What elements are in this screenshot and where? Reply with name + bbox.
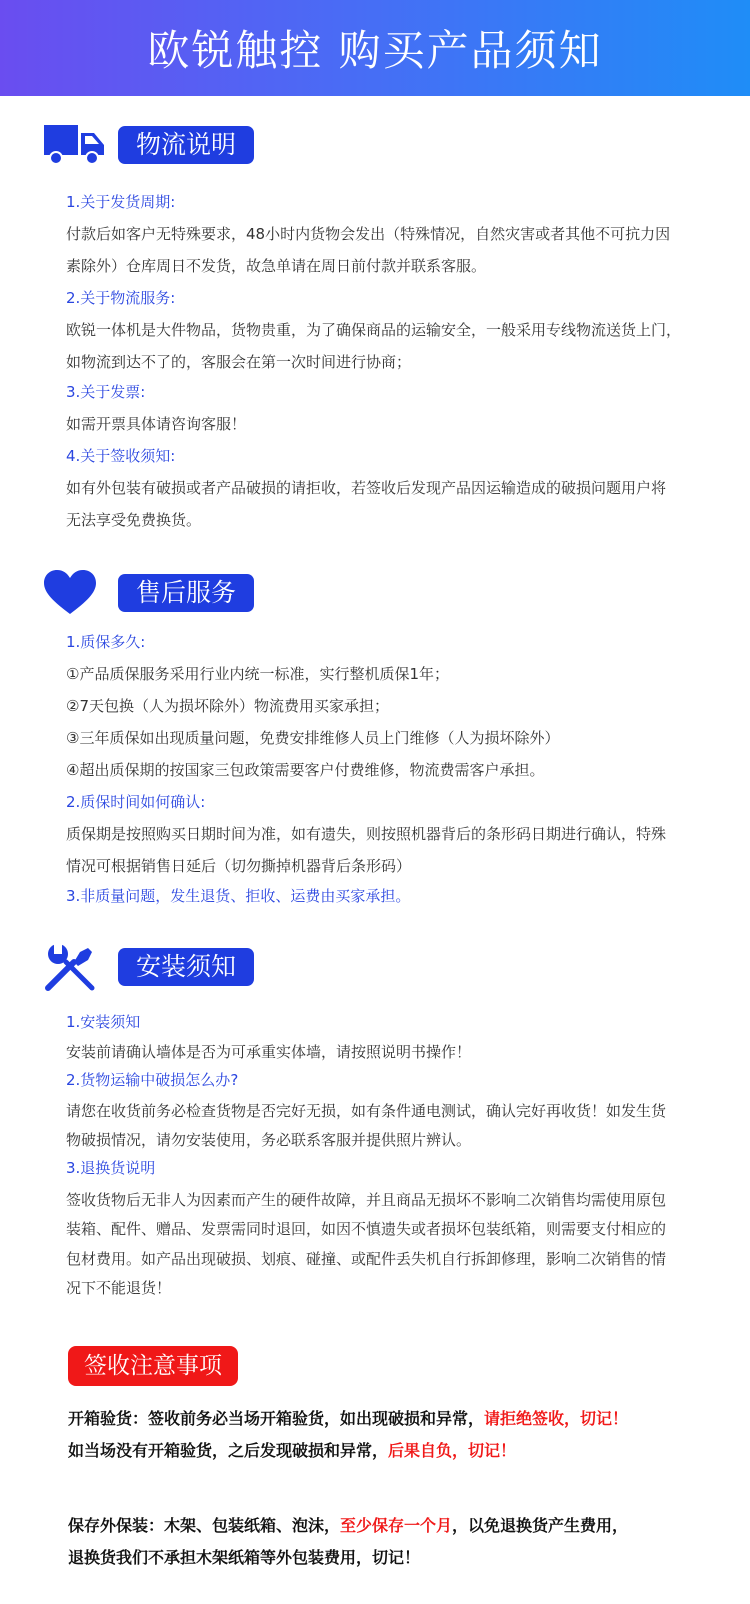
install-a3-line1: 签收货物后无非人为因素而产生的硬件故障，并且商品无损坏不影响二次销售均需使用原包: [66, 1191, 667, 1209]
install-heading: 安装须知: [118, 948, 254, 986]
aftersales-a1-line1: ①产品质保服务采用行业内统一标准，实行整机质保1年；: [66, 665, 449, 683]
notice-line1-warning: 请拒绝签收，切记！: [484, 1409, 629, 1428]
logistics-a2-line1: 欧锐一体机是大件物品，货物贵重，为了确保商品的运输安全，一般采用专线物流送货上门，: [66, 321, 682, 339]
logistics-header: [44, 120, 254, 170]
notice-line1: [68, 1406, 628, 1429]
notice-line2-warning: 后果自负，切记！: [388, 1441, 517, 1460]
logistics-a1-line1: 付款后如客户无特殊要求，48小时内货物会发出（特殊情况，自然灾害或者其他不可抗力因: [66, 225, 671, 243]
aftersales-q1: 1.质保多久:: [66, 633, 146, 651]
logistics-a1-line2: 素除外）仓库周日不发货，故急单请在周日前付款并联系客服。: [66, 257, 487, 275]
install-q1: 1.安装须知: [66, 1013, 141, 1031]
aftersales-q3: 3.非质量问题，发生退货、拒收、运费由买家承担。: [66, 887, 411, 905]
logistics-a2-line2: 如物流到达不了的，客服会在第一次时间进行协商；: [66, 353, 412, 371]
notice-heading: 签收注意事项: [68, 1346, 238, 1386]
aftersales-heading: 售后服务: [118, 574, 254, 612]
aftersales-q2: 2.质保时间如何确认:: [66, 793, 206, 811]
aftersales-a1-line2: ②7天包换（人为损坏除外）物流费用买家承担；: [66, 697, 389, 715]
notice-line3: [68, 1513, 628, 1536]
aftersales-header: [44, 568, 254, 618]
logistics-q1: 1.关于发货周期:: [66, 193, 176, 211]
install-a2-line2: 物破损情况，请勿安装使用，务必联系客服并提供照片辨认。: [66, 1131, 472, 1149]
logistics-q3: 3.关于发票:: [66, 383, 146, 401]
install-a2-line1: 请您在收货前务必检查货物是否完好无损，如有条件通电测试，确认完好再收货！如发生货: [66, 1102, 667, 1120]
aftersales-a2-line2: 情况可根据销售日延后（切勿撕掉机器背后条形码）: [66, 857, 412, 875]
notice-line3-text: 保存外保装：木架、包装纸箱、泡沫，: [68, 1516, 341, 1535]
logistics-a3-line1: 如需开票具体请咨询客服！: [66, 415, 247, 433]
notice-line3-warning: 至少保存一个月: [340, 1516, 453, 1535]
logistics-q2: 2.关于物流服务:: [66, 289, 176, 307]
install-a3-line3: 包材费用。如产品出现破损、划痕、碰撞、或配件丢失机自行拆卸修理，影响二次销售的情: [66, 1250, 667, 1268]
wrench-screwdriver-icon: [44, 942, 106, 992]
notice-line4: 退换货我们不承担木架纸箱等外包装费用，切记！: [68, 1548, 421, 1567]
logistics-heading: 物流说明: [118, 126, 254, 164]
logistics-a4-line2: 无法享受免费换货。: [66, 511, 202, 529]
notice-line3-tail: ，以免退换货产生费用，: [452, 1516, 629, 1535]
page-title: 欧锐触控 购买产品须知: [147, 26, 603, 75]
notice-line2: [68, 1438, 516, 1461]
notice-line1-text: 开箱验货：签收前务必当场开箱验货，如出现破损和异常，: [68, 1409, 485, 1428]
aftersales-a2-line1: 质保期是按照购买日期时间为准，如有遗失，则按照机器背后的条形码日期进行确认，特殊: [66, 825, 667, 843]
install-a3-line2: 装箱、配件、赠品、发票需同时退回，如因不慎遗失或者损坏包装纸箱，则需要支付相应的: [66, 1220, 667, 1238]
aftersales-a1-line3: ③三年质保如出现质量问题，免费安排维修人员上门维修（人为损坏除外）: [66, 729, 560, 747]
install-header: [44, 942, 254, 992]
install-a1-line1: 安装前请确认墙体是否为可承重实体墙，请按照说明书操作！: [66, 1043, 472, 1061]
header-banner: [0, 0, 750, 96]
logistics-q4: 4.关于签收须知:: [66, 447, 176, 465]
install-a3-line4: 况下不能退货！: [66, 1279, 172, 1297]
logistics-a4-line1: 如有外包装有破损或者产品破损的请拒收，若签收后发现产品因运输造成的破损问题用户将: [66, 479, 667, 497]
install-q3: 3.退换货说明: [66, 1159, 156, 1177]
aftersales-a1-line4: ④超出质保期的按国家三包政策需要客户付费维修，物流费需客户承担。: [66, 761, 545, 779]
heart-icon: [44, 568, 106, 618]
truck-icon: [44, 120, 106, 170]
notice-line2-text: 如当场没有开箱验货，之后发现破损和异常，: [68, 1441, 389, 1460]
install-q2: 2.货物运输中破损怎么办?: [66, 1071, 239, 1089]
